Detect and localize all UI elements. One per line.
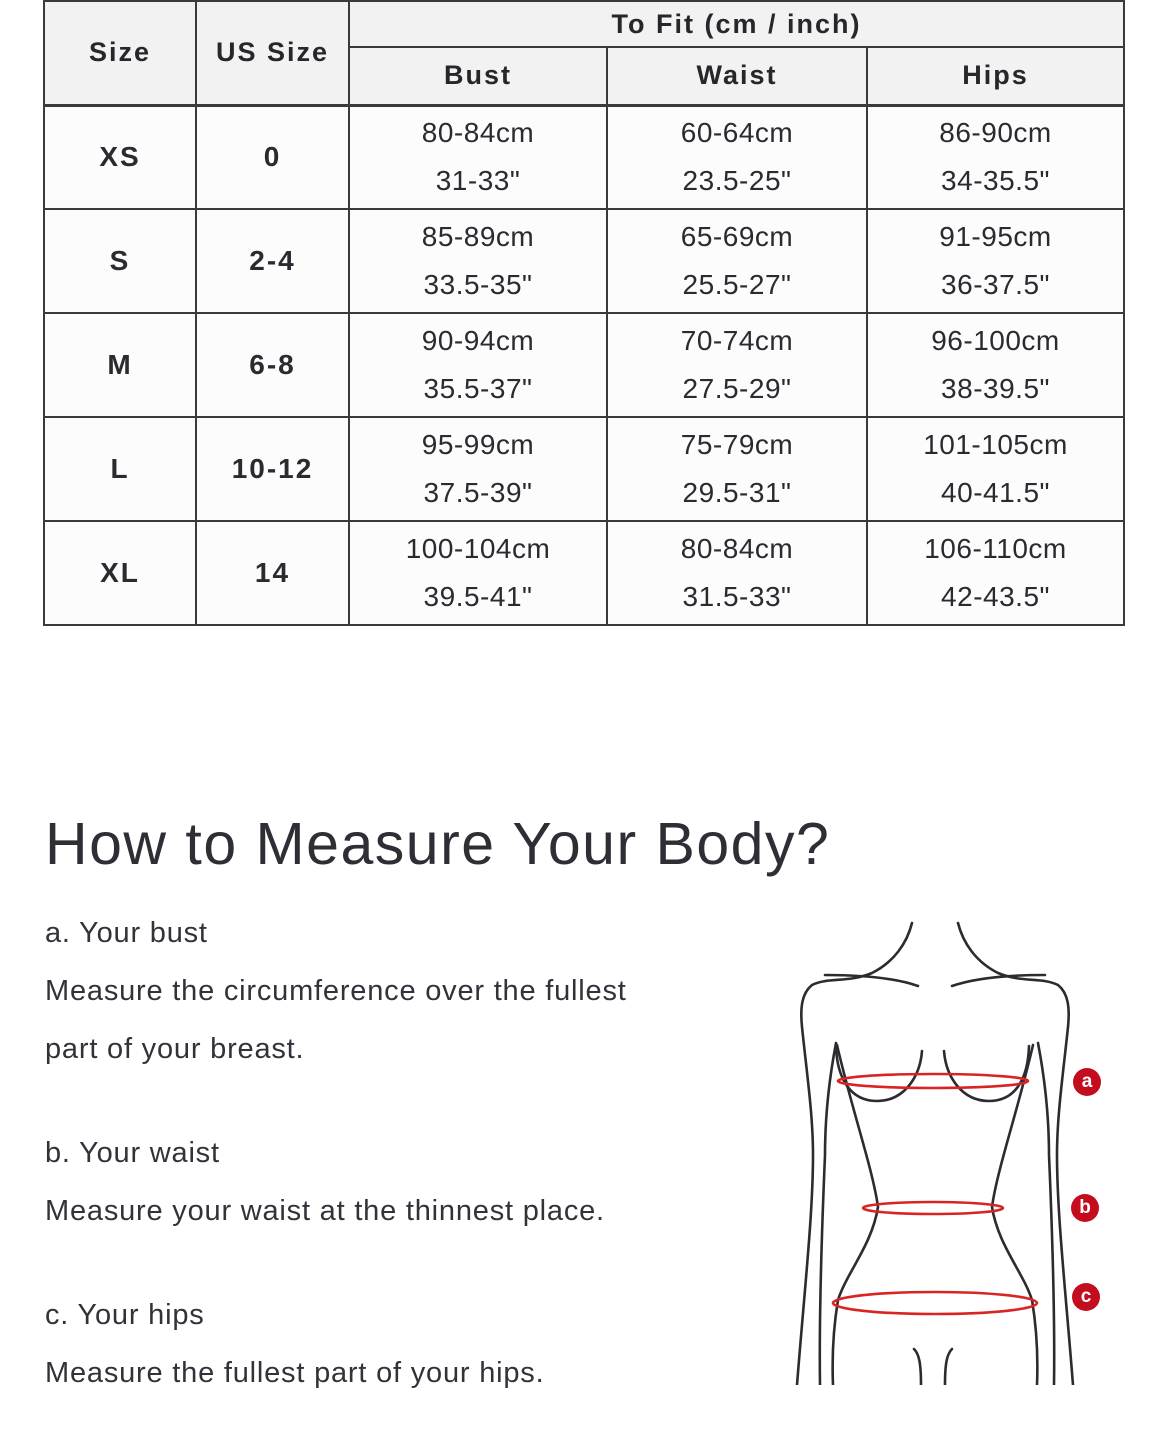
cell-size: XL <box>44 521 196 625</box>
cell-size: XS <box>44 105 196 209</box>
waist-inch: 29.5-31" <box>682 477 792 508</box>
cell-hips <box>867 521 1124 625</box>
table-row-s <box>44 209 1124 313</box>
instruction-hips-label: c. Your hips <box>45 1299 205 1331</box>
bust-cm: 90-94cm <box>421 325 535 356</box>
bust-inch: 31-33" <box>435 165 521 197</box>
header-size: Size <box>44 1 196 105</box>
cell-hips <box>867 417 1124 521</box>
cell-us-size: 10-12 <box>196 417 349 521</box>
hips-marker-label: c <box>1080 1286 1092 1307</box>
instruction-waist-line1: Measure your waist at the thinnest place. <box>45 1195 605 1227</box>
measure-instructions <box>45 904 790 1448</box>
waist-cm: 65-69cm <box>680 221 794 252</box>
bust-cm: 95-99cm <box>421 429 535 460</box>
bust-marker-badge <box>1073 1068 1101 1096</box>
waist-marker-label: b <box>1079 1197 1091 1218</box>
hips-inch: 40-41.5" <box>941 477 1050 508</box>
header-hips: Hips <box>867 47 1124 105</box>
instruction-waist-label: b. Your waist <box>45 1137 220 1169</box>
cell-size: S <box>44 209 196 313</box>
bust-inch: 35.5-37" <box>423 373 533 404</box>
hips-inch: 38-39.5" <box>941 373 1050 404</box>
instruction-bust-label: a. Your bust <box>45 917 208 949</box>
hips-cm: 91-95cm <box>939 221 1052 252</box>
cell-bust <box>349 105 607 209</box>
waist-cm: 60-64cm <box>680 117 794 149</box>
cell-waist <box>607 313 867 417</box>
cell-waist <box>607 209 867 313</box>
hips-cm: 106-110cm <box>924 533 1067 564</box>
bust-cm: 85-89cm <box>421 221 535 252</box>
hips-measure-line <box>833 1292 1037 1314</box>
hips-inch: 36-37.5" <box>941 269 1050 300</box>
hips-cm: 96-100cm <box>931 325 1060 356</box>
hips-cm: 101-105cm <box>923 429 1068 460</box>
body-measurement-figure <box>780 915 1110 1385</box>
hips-inch: 34-35.5" <box>941 165 1050 197</box>
waist-inch: 27.5-29" <box>682 373 792 404</box>
instruction-hips-line1: Measure the fullest part of your hips. <box>45 1357 545 1389</box>
header-us-size: US Size <box>196 1 349 105</box>
cell-bust <box>349 521 607 625</box>
cell-hips <box>867 209 1124 313</box>
bust-cm: 100-104cm <box>405 533 551 564</box>
cell-bust <box>349 209 607 313</box>
waist-inch: 25.5-27" <box>682 269 792 300</box>
hips-cm: 86-90cm <box>939 117 1052 149</box>
waist-marker-badge <box>1071 1194 1099 1222</box>
waist-cm: 75-79cm <box>680 429 794 460</box>
instruction-waist <box>45 1124 790 1240</box>
bust-inch: 33.5-35" <box>423 269 533 300</box>
waist-inch: 23.5-25" <box>682 165 792 197</box>
table-row-m <box>44 313 1124 417</box>
cell-us-size: 0 <box>196 105 349 209</box>
waist-cm: 80-84cm <box>680 533 794 564</box>
instruction-bust-line2: part of your breast. <box>45 1033 305 1065</box>
instruction-bust <box>45 904 790 1078</box>
cell-hips <box>867 313 1124 417</box>
bust-measure-line <box>838 1074 1028 1088</box>
cell-waist <box>607 521 867 625</box>
hips-marker-badge <box>1072 1283 1100 1311</box>
cell-size: M <box>44 313 196 417</box>
cell-waist <box>607 105 867 209</box>
table-row-xs <box>44 105 1124 209</box>
bust-cm: 80-84cm <box>421 117 535 149</box>
header-bust: Bust <box>349 47 607 105</box>
bust-inch: 39.5-41" <box>423 581 533 612</box>
cell-us-size: 14 <box>196 521 349 625</box>
waist-inch: 31.5-33" <box>682 581 792 612</box>
cell-size: L <box>44 417 196 521</box>
cell-us-size: 2-4 <box>196 209 349 313</box>
table-row-l <box>44 417 1124 521</box>
cell-bust <box>349 417 607 521</box>
waist-cm: 70-74cm <box>680 325 794 356</box>
hips-inch: 42-43.5" <box>941 581 1050 612</box>
cell-waist <box>607 417 867 521</box>
cell-us-size: 6-8 <box>196 313 349 417</box>
bust-marker-label: a <box>1081 1071 1093 1092</box>
header-to-fit: To Fit (cm / inch) <box>349 1 1124 47</box>
body-outline-illustration <box>780 915 1110 1385</box>
instruction-bust-line1: Measure the circumference over the fullest <box>45 975 627 1007</box>
cell-bust <box>349 313 607 417</box>
header-waist: Waist <box>607 47 867 105</box>
table-row-xl <box>44 521 1124 625</box>
bust-inch: 37.5-39" <box>423 477 533 508</box>
waist-measure-line <box>863 1202 1003 1214</box>
size-chart-table <box>43 0 1125 626</box>
cell-hips <box>867 105 1124 209</box>
section-heading: How to Measure Your Body? <box>45 810 831 877</box>
